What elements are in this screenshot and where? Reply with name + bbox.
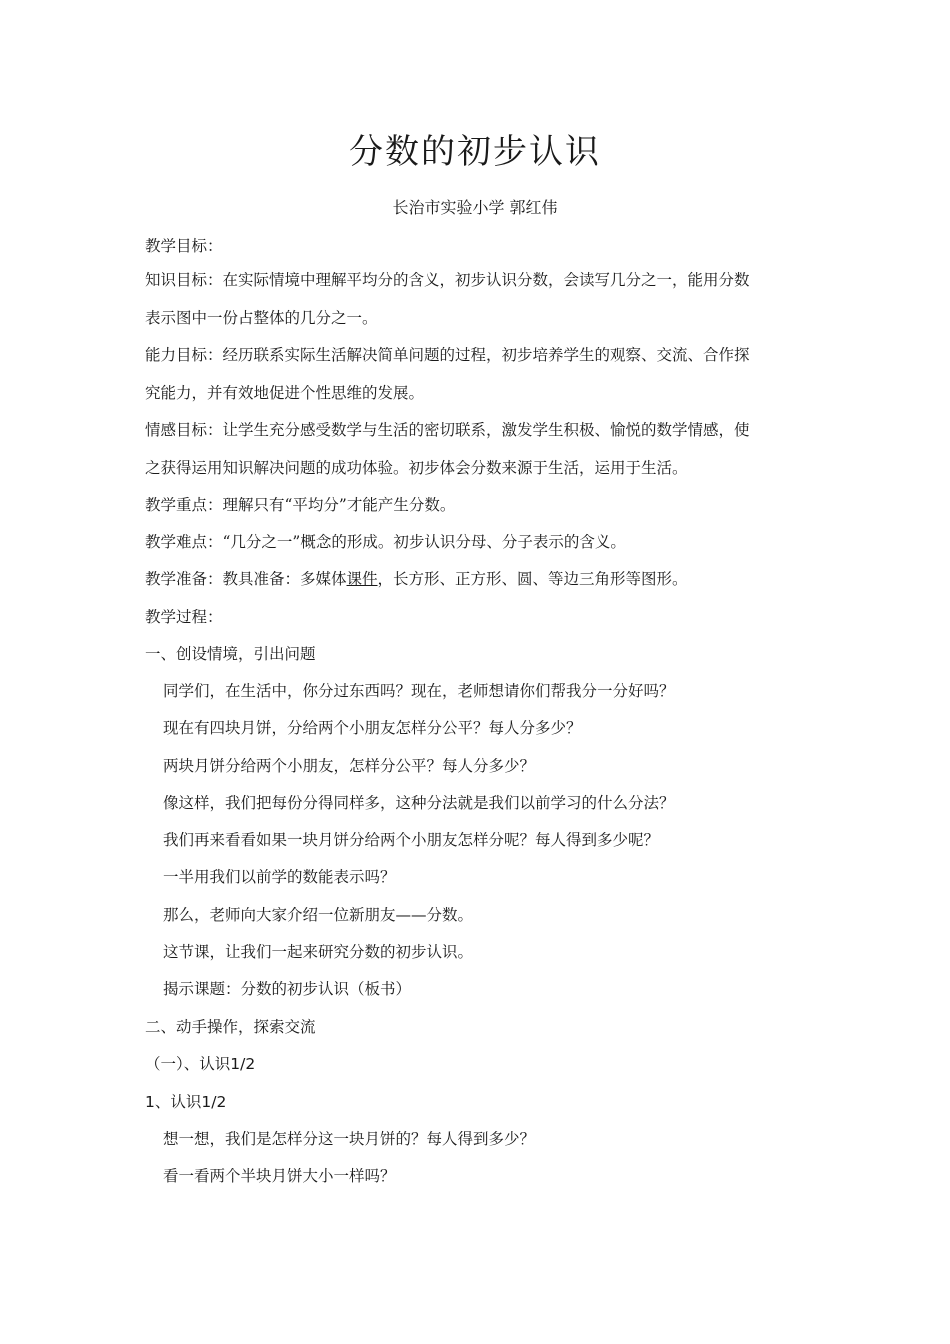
teaching-difficulty: 教学难点：“几分之一”概念的形成。初步认识分母、分子表示的含义。	[145, 533, 626, 551]
teaching-goals-heading: 教学目标：	[145, 237, 223, 255]
paragraph: 这节课，让我们一起来研究分数的初步认识。	[163, 943, 474, 961]
section-two-heading: 二、动手操作，探索交流	[145, 1018, 316, 1036]
paragraph: 我们再来看看如果一块月饼分给两个小朋友怎样分呢？每人得到多少呢？	[163, 831, 660, 849]
paragraph: 一半用我们以前学的数能表示吗？	[163, 868, 396, 886]
fraction-text: 1/2	[201, 1093, 227, 1111]
paragraph: 想一想，我们是怎样分这一块月饼的？每人得到多少？	[163, 1130, 536, 1148]
paragraph: 两块月饼分给两个小朋友，怎样分公平？每人分多少？	[163, 757, 536, 775]
author-line: 长治市实验小学 郭红伟	[392, 198, 558, 217]
paragraph: 揭示课题：分数的初步认识（板书）	[163, 980, 412, 998]
paragraph: 同学们，在生活中，你分过东西吗？现在，老师想请你们帮我分一分好吗？	[163, 682, 675, 700]
teaching-preparation	[145, 568, 805, 590]
subsection-heading	[145, 1053, 805, 1075]
fraction-text: 1/2	[230, 1055, 256, 1073]
paragraph: 看一看两个半块月饼大小一样吗？	[163, 1167, 396, 1185]
subsection-label: （一）、认识	[145, 1055, 231, 1073]
paragraph: 像这样，我们把每份分得同样多，这种分法就是我们以前学习的什么分法？	[163, 794, 675, 812]
paragraph: 现在有四块月饼，分给两个小朋友怎样分公平？每人分多少？	[163, 719, 582, 737]
item-heading	[145, 1091, 805, 1113]
item-label: 、认识	[154, 1093, 202, 1111]
page-title: 分数的初步认识	[349, 132, 601, 172]
knowledge-goal-line-1: 知识目标：在实际情境中理解平均分的含义，初步认识分数，会读写几分之一，能用分数	[145, 271, 750, 289]
emotion-goal-line-2: 之获得运用知识解决问题的成功体验。初步体会分数来源于生活，运用于生活。	[145, 459, 688, 477]
preparation-prefix: 教学准备：教具准备：多媒体	[145, 570, 347, 588]
ability-goal-line-1: 能力目标：经历联系实际生活解决简单问题的过程，初步培养学生的观察、交流、合作探	[145, 346, 750, 364]
ability-goal-line-2: 究能力，并有效地促进个性思维的发展。	[145, 384, 425, 402]
preparation-suffix: ，长方形、正方形、圆、等边三角形等图形。	[377, 570, 688, 588]
paragraph: 那么，老师向大家介绍一位新朋友——分数。	[163, 906, 474, 924]
item-number: 1	[145, 1093, 155, 1111]
courseware-link[interactable]: 课件	[346, 570, 378, 588]
teaching-focus: 教学重点：理解只有“平均分”才能产生分数。	[145, 496, 456, 514]
section-one-heading: 一、创设情境，引出问题	[145, 645, 316, 663]
emotion-goal-line-1: 情感目标：让学生充分感受数学与生活的密切联系，激发学生积极、愉悦的数学情感，使	[145, 421, 750, 439]
teaching-process-heading: 教学过程：	[145, 608, 223, 626]
knowledge-goal-line-2: 表示图中一份占整体的几分之一。	[145, 309, 378, 327]
